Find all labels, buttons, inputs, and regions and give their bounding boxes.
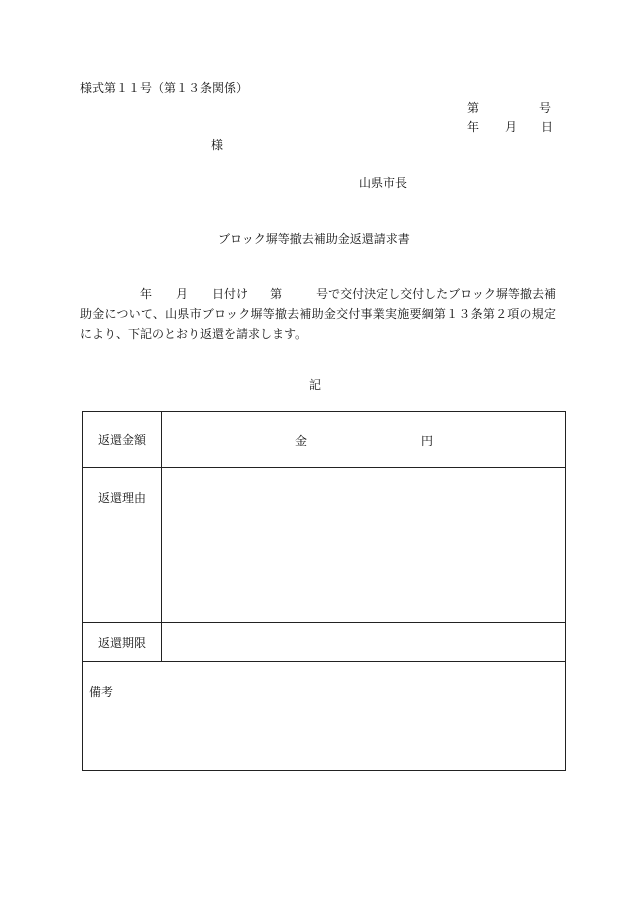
ki-heading: 記 [309,378,322,392]
deadline-row [83,623,566,662]
deadline-field[interactable] [162,623,566,662]
doc-number-suffix: 号 [539,101,552,115]
body-dai: 第 [270,287,283,301]
date-year: 年 [467,120,480,134]
remarks-label: 備考 [89,685,114,699]
remarks-cell[interactable] [83,662,566,771]
deadline-label: 返還期限 [83,623,162,662]
refund-table [82,411,566,771]
reason-row [83,468,566,623]
body-year: 年 [140,287,153,301]
body-dated: 日付け [212,287,249,301]
amount-prefix: 金 [295,434,308,448]
reason-label: 返還理由 [83,468,162,623]
body-paragraph [80,284,556,344]
reason-field[interactable] [162,468,566,623]
amount-label: 返還金額 [83,412,162,468]
amount-row [83,412,566,468]
form-number: 様式第１１号（第１３条関係） [80,81,249,95]
remarks-row [83,662,566,771]
addressee-suffix: 様 [211,138,224,152]
document-title: ブロック塀等撤去補助金返還請求書 [218,232,410,246]
amount-unit: 円 [421,434,434,448]
date-month: 月 [505,120,518,134]
doc-number-prefix: 第 [467,101,480,115]
body-month: 月 [176,287,189,301]
body-text: 号で交付決定し交付したブロック塀等撤去補助金について、山県市ブロック塀等撤去補助金交付事業実施要綱第１３条第２項の規定により、下記のとおり返還を請求します。 [80,287,556,341]
date-day: 日 [541,120,554,134]
sender: 山県市長 [359,176,408,190]
amount-field[interactable] [162,412,566,468]
